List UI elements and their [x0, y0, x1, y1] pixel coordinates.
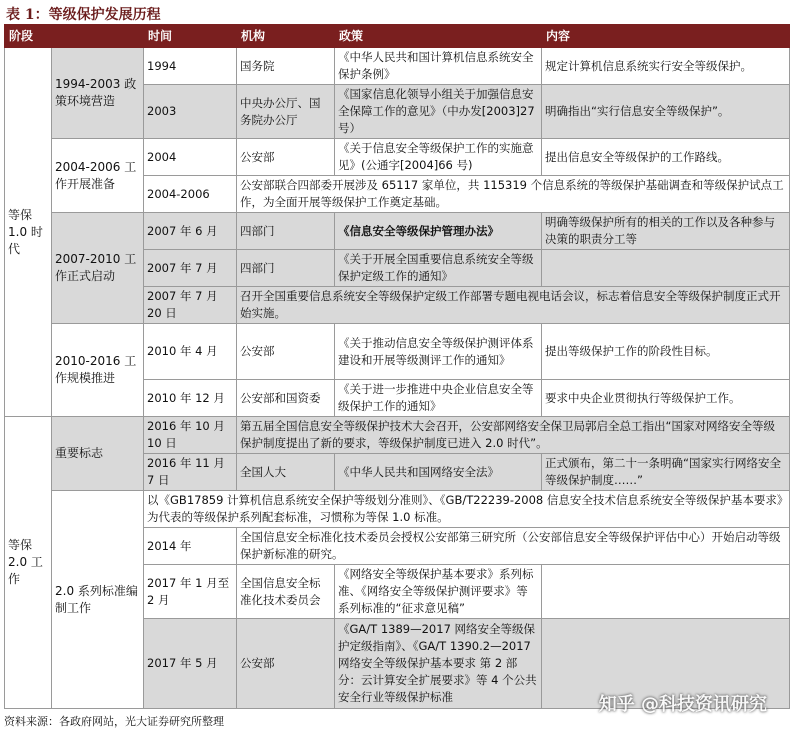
watermark: 知乎 @科技资讯研究 — [598, 694, 767, 715]
stage-cell: 1994-2003 政策环境营造 — [52, 48, 144, 139]
table-row — [5, 139, 790, 176]
time-cell: 2004-2006 — [144, 176, 237, 213]
time-cell: 2014 年 — [144, 528, 237, 565]
content-cell: 正式颁布，第二十一条明确“国家实行网络安全等级保护制度……” — [542, 454, 790, 491]
org-cell: 国务院 — [237, 48, 335, 85]
merged-cell: 召开全国重要信息系统安全等级保护定级工作部署专题电视电话会议，标志着信息安全等级保护制度正式开始实施。 — [237, 287, 790, 324]
time-cell: 2004 — [144, 139, 237, 176]
time-cell: 2003 — [144, 85, 237, 139]
org-cell: 公安部 — [237, 139, 335, 176]
source-footnote: 资料来源：各政府网站，光大证券研究所整理 — [4, 715, 224, 728]
stage-cell: 2007-2010 工作正式启动 — [52, 213, 144, 324]
content-cell: 规定计算机信息系统实行安全等级保护。 — [542, 48, 790, 85]
time-cell: 1994 — [144, 48, 237, 85]
table-row — [5, 491, 790, 528]
stage-cell: 2004-2006 工作开展准备 — [52, 139, 144, 213]
header-time: 时间 — [144, 25, 237, 48]
header-stage: 阶段 — [5, 25, 144, 48]
org-cell: 中央办公厅、国务院办公厅 — [237, 85, 335, 139]
content-cell: 要求中央企业贯彻执行等级保护工作。 — [542, 380, 790, 417]
policy-cell: 《GA/T 1389—2017 网络安全等级保护定级指南》、《GA/T 1390.2—2017 网络安全等级保护基本要求 第 2 部分：云计算安全扩展要求》等 4 个公共安全行业等级保护标准 — [335, 619, 542, 709]
table-row — [5, 417, 790, 454]
time-cell: 2007 年 7 月 20 日 — [144, 287, 237, 324]
org-cell: 全国人大 — [237, 454, 335, 491]
header-row — [5, 25, 790, 48]
policy-cell: 《网络安全等级保护基本要求》系列标准、《网络安全等级保护测评要求》等系列标准的“征求意见稿” — [335, 565, 542, 619]
policy-cell: 《关于进一步推进中央企业信息安全等级保护工作的通知》 — [335, 380, 542, 417]
org-cell: 四部门 — [237, 213, 335, 250]
stage-cell: 2010-2016 工作规模推进 — [52, 324, 144, 417]
merged-cell: 全国信息安全标准化技术委员会授权公安部第三研究所（公安部信息安全等级保护评估中心）开始启动等级保护新标准的研究。 — [237, 528, 790, 565]
header-content: 内容 — [542, 25, 790, 48]
org-cell: 公安部和国资委 — [237, 380, 335, 417]
time-cell: 2007 年 6 月 — [144, 213, 237, 250]
era-cell: 等保 2.0 工作 — [5, 417, 52, 709]
policy-cell: 《信息安全等级保护管理办法》 — [335, 213, 542, 250]
merged-cell: 第五届全国信息安全等级保护技术大会召开，公安部网络安全保卫局郭启全总工指出“国家对网络安全等级保护制度提出了新的要求，等级保护制度已进入 2.0 时代”。 — [237, 417, 790, 454]
table-row — [5, 213, 790, 250]
time-cell: 2016 年 11 月 7 日 — [144, 454, 237, 491]
content-cell: 明确等级保护所有的相关的工作以及各种参与决策的职责分工等 — [542, 213, 790, 250]
org-cell: 公安部 — [237, 324, 335, 380]
stage-cell: 2.0 系列标准编制工作 — [52, 491, 144, 709]
time-cell: 2016 年 10 月 10 日 — [144, 417, 237, 454]
table-title: 表 1：等级保护发展历程 — [6, 7, 161, 23]
content-cell: 明确指出“实行信息安全等级保护”。 — [542, 85, 790, 139]
content-cell: 提出等级保护工作的阶段性目标。 — [542, 324, 790, 380]
org-cell: 四部门 — [237, 250, 335, 287]
content-cell — [542, 250, 790, 287]
era-cell: 等保 1.0 时代 — [5, 48, 52, 417]
header-org: 机构 — [237, 25, 335, 48]
table-row — [5, 48, 790, 85]
time-cell: 2010 年 4 月 — [144, 324, 237, 380]
org-cell: 公安部 — [237, 619, 335, 709]
policy-cell: 《关于开展全国重要信息系统安全等级保护定级工作的通知》 — [335, 250, 542, 287]
content-cell — [542, 565, 790, 619]
org-cell: 全国信息安全标准化技术委员会 — [237, 565, 335, 619]
policy-cell: 《中华人民共和国网络安全法》 — [335, 454, 542, 491]
time-cell: 2017 年 5 月 — [144, 619, 237, 709]
header-policy: 政策 — [335, 25, 542, 48]
history-table — [4, 24, 790, 709]
policy-cell: 《关于推动信息安全等级保护测评体系建设和开展等级测评工作的通知》 — [335, 324, 542, 380]
policy-cell: 《国家信息化领导小组关于加强信息安全保障工作的意见》（中办发[2003]27 号） — [335, 85, 542, 139]
time-cell: 2010 年 12 月 — [144, 380, 237, 417]
time-cell: 2017 年 1 月至 2 月 — [144, 565, 237, 619]
merged-cell: 公安部联合四部委开展涉及 65117 家单位，共 115319 个信息系统的等级保护基础调查和等级保护试点工作，为全面开展等级保护工作奠定基础。 — [237, 176, 790, 213]
stage-cell: 重要标志 — [52, 417, 144, 491]
table-row — [5, 324, 790, 380]
time-cell: 2007 年 7 月 — [144, 250, 237, 287]
content-cell: 提出信息安全等级保护的工作路线。 — [542, 139, 790, 176]
policy-cell: 《关于信息安全等级保护工作的实施意见》(公通字[2004]66 号) — [335, 139, 542, 176]
full-cell: 以《GB17859 计算机信息系统安全保护等级划分准则》、《GB/T22239-2008 信息安全技术信息系统安全等级保护基本要求》为代表的等级保护系列配套标准，习惯称为等保 1.0 标准。 — [144, 491, 790, 528]
policy-cell: 《中华人民共和国计算机信息系统安全保护条例》 — [335, 48, 542, 85]
